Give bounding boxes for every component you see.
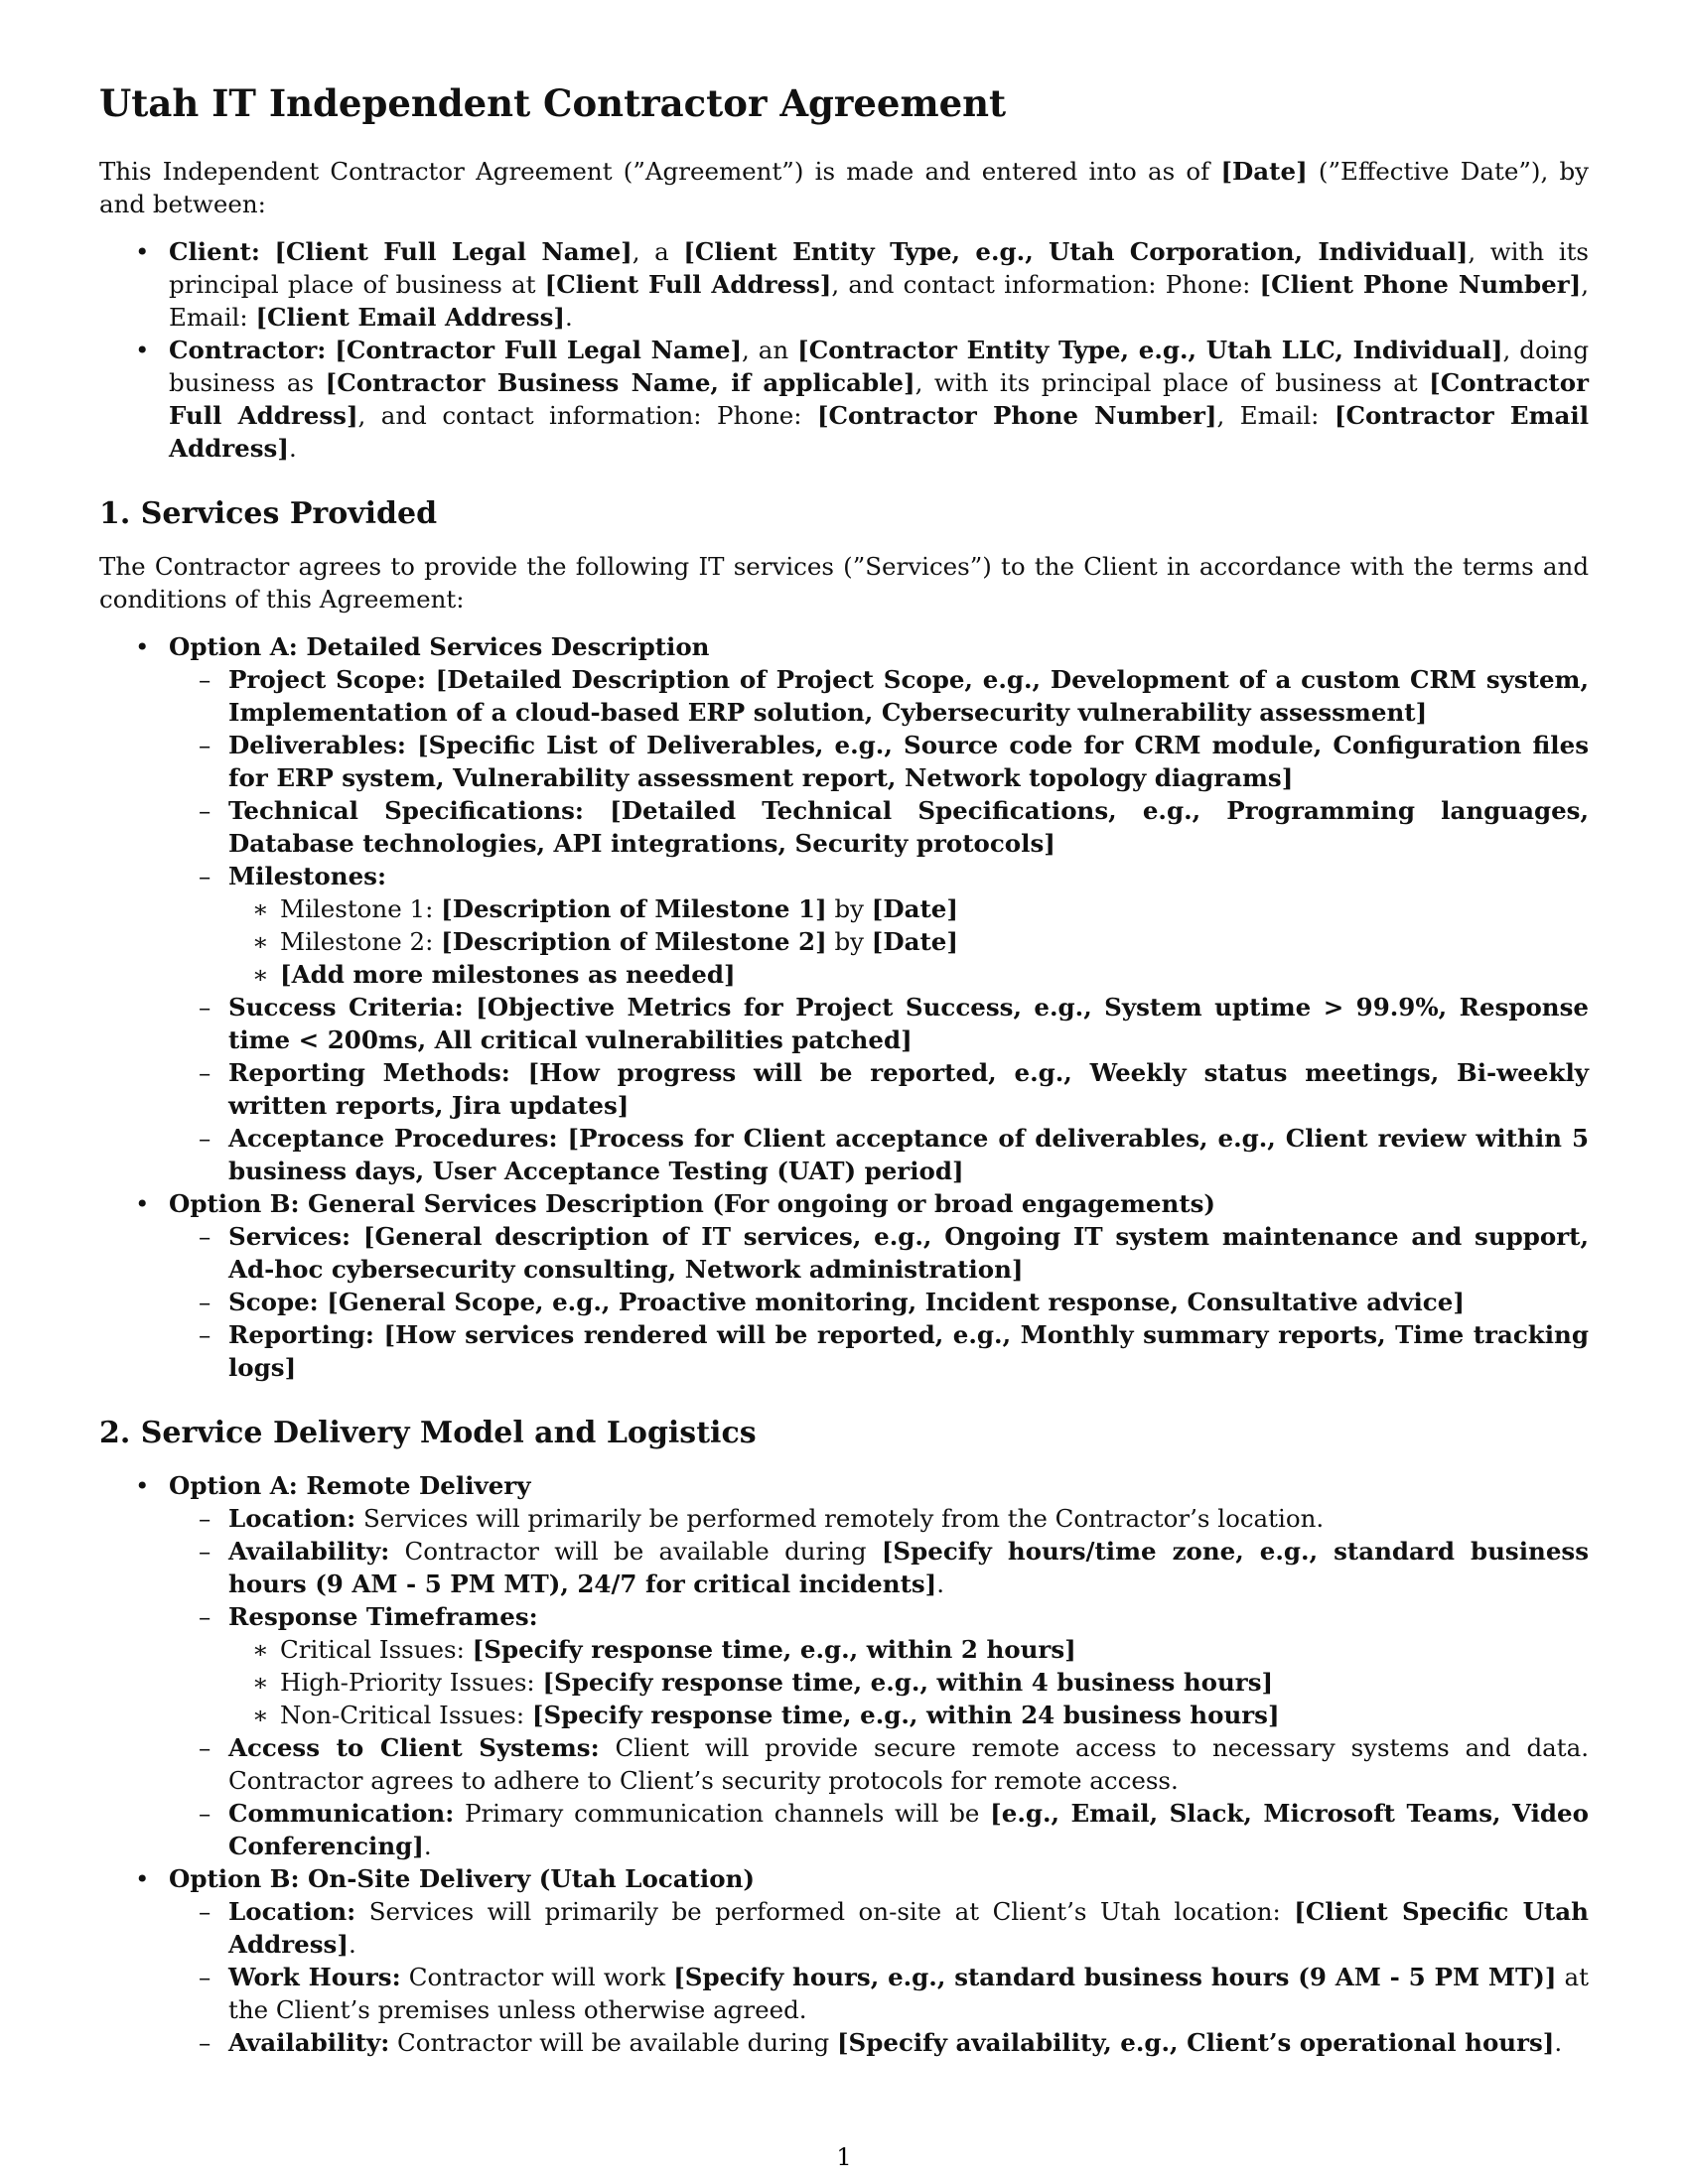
general-services: Services: [General description of IT services, e.g., Ongoing IT system maintenance and support, Ad-hoc cybersecurity consulting, Network administration] — [228, 1222, 1589, 1284]
document-title: Utah IT Independent Contractor Agreement — [99, 81, 1007, 125]
b: Response Timeframes: — [228, 1602, 538, 1631]
effective-date-placeholder: [Date] — [1220, 157, 1308, 186]
b: [Specify hours/time zone, e.g., standard business hours (9 AM - 5 PM MT), 24/7 for critical incidents] — [228, 1537, 1589, 1598]
client-name-placeholder: [Client Full Legal Name] — [274, 237, 633, 266]
b: [Client Specific Utah Address] — [228, 1897, 1589, 1959]
star-marker: ∗ — [252, 1635, 269, 1664]
option-a-items — [169, 663, 1589, 1187]
contractor-email-placeholder: [Contractor Email Address] — [169, 401, 1590, 463]
dash-marker: – — [199, 1504, 211, 1533]
client-entity-placeholder: [Client Entity Type, e.g., Utah Corporation, Individual] — [683, 237, 1469, 266]
b: [Date] — [871, 894, 958, 923]
dash-marker: – — [199, 1124, 211, 1153]
section-service-delivery — [99, 1414, 1589, 2059]
option-a-remote — [99, 1469, 1589, 1862]
list-item — [199, 991, 1589, 1056]
list-item — [199, 1286, 1589, 1318]
reporting-methods: Reporting Methods: [How progress will be reported, e.g., Weekly status meetings, Bi-weekly written reports, Jira updates] — [228, 1058, 1589, 1120]
b: Location: — [228, 1897, 356, 1926]
text: . — [423, 1832, 432, 1860]
response-item — [252, 1666, 1589, 1699]
section-lead: The Contractor agrees to provide the following IT services (”Services”) to the Client in accordance with the terms and conditions of this Agreement: — [99, 552, 1589, 614]
milestone-item — [252, 925, 1589, 958]
acceptance-procedures: Acceptance Procedures: [Process for Client acceptance of deliverables, e.g., Client review within 5 business days, User Acceptance Testing (UAT) period] — [228, 1124, 1589, 1185]
star-marker: ∗ — [252, 927, 269, 956]
text: , an — [742, 336, 798, 364]
intro-paragraph — [99, 155, 1589, 220]
list-item — [199, 1056, 1589, 1122]
page-number: 1 — [836, 2143, 852, 2171]
text: at the Client’s premises unless otherwise agreed. — [228, 1963, 1589, 2024]
list-item — [199, 1122, 1589, 1187]
b: [Specify response time, e.g., within 4 business hours] — [542, 1668, 1274, 1697]
text: Services will primarily be performed remotely from the Contractor’s location. — [355, 1504, 1325, 1533]
section-heading: 2. Service Delivery Model and Logistics — [99, 1416, 757, 1450]
text: Client will provide secure remote access to necessary systems and data. Contractor agrees to adhere to Client’s security protocols for remote access. — [228, 1733, 1590, 1795]
option-label: Option B: General Services Description (For ongoing or broad engagements) — [169, 1189, 1216, 1218]
dash-marker: – — [199, 862, 211, 890]
party-client — [99, 235, 1589, 334]
star-marker: ∗ — [252, 1701, 269, 1729]
text: Primary communication channels will be — [454, 1799, 991, 1828]
star-marker: ∗ — [252, 894, 269, 923]
client-email-placeholder: [Client Email Address] — [255, 303, 565, 332]
list-item — [199, 729, 1589, 794]
text: , a — [632, 237, 684, 266]
general-reporting: Reporting: [How services rendered will be reported, e.g., Monthly summary reports, Time tracking logs] — [228, 1320, 1589, 1382]
text: , with its principal place of business at — [914, 368, 1430, 397]
list-item — [199, 1220, 1589, 1286]
milestones-label: Milestones: — [228, 862, 387, 890]
text: . — [348, 1930, 356, 1959]
list-item — [199, 1731, 1590, 1797]
section-heading: 1. Services Provided — [99, 496, 438, 531]
b: [Specify availability, e.g., Client’s operational hours] — [836, 2028, 1555, 2057]
list-item — [199, 1600, 1589, 1731]
bullet-marker: • — [135, 1189, 150, 1218]
text: Milestone 2: — [280, 927, 442, 956]
text: Contractor will be available during — [389, 1537, 882, 1566]
dash-marker: – — [199, 1288, 211, 1316]
option-label: Option A: Remote Delivery — [169, 1471, 531, 1500]
dash-marker: – — [199, 1602, 211, 1631]
b: [Specify response time, e.g., within 24 business hours] — [531, 1701, 1280, 1729]
text: Contractor will work — [400, 1963, 674, 1991]
text: , doing business as — [169, 336, 1590, 397]
option-b-items — [169, 1220, 1589, 1384]
dash-marker: – — [199, 665, 211, 694]
dash-marker: – — [199, 1320, 211, 1349]
text: , with its principal place of business at — [169, 237, 1589, 299]
success-criteria: Success Criteria: [Objective Metrics for Project Success, e.g., System uptime > 99.9%, Response time < 200ms, All critical vulnerabilities patched] — [228, 993, 1589, 1054]
response-timeframes-list — [228, 1633, 1589, 1731]
list-item — [199, 1797, 1589, 1862]
text: Milestone 1: — [280, 894, 442, 923]
text: Non-Critical Issues: — [280, 1701, 532, 1729]
b: Availability: — [228, 2028, 390, 2057]
parties-list — [99, 235, 1589, 465]
contractor-phone-placeholder: [Contractor Phone Number] — [816, 401, 1217, 430]
project-scope: Project Scope: [Detailed Description of Project Scope, e.g., Development of a custom CRM system, Implementation of a cloud-based ERP solution, Cybersecurity vulnerability assessment] — [228, 665, 1589, 727]
option-a-detailed — [99, 630, 1589, 1187]
option-label: Option A: Detailed Services Description — [169, 632, 710, 661]
option-b-general — [99, 1187, 1589, 1384]
option-b-items — [169, 1895, 1589, 2059]
b: [Description of Milestone 2] — [441, 927, 827, 956]
option-label: Option B: On-Site Delivery (Utah Location) — [169, 1864, 755, 1893]
dash-marker: – — [199, 796, 211, 825]
dash-marker: – — [199, 1963, 211, 1991]
b: [Specify response time, e.g., within 2 hours] — [472, 1635, 1076, 1664]
b: Location: — [228, 1504, 356, 1533]
text: . — [288, 434, 297, 463]
dash-marker: – — [199, 1897, 211, 1926]
option-b-onsite — [99, 1862, 1589, 2059]
text: , and contact information: Phone: — [831, 270, 1260, 299]
text: Contractor will be available during — [389, 2028, 837, 2057]
text: Services will primarily be performed on-site at Client’s Utah location: — [355, 1897, 1295, 1926]
list-item — [199, 1502, 1589, 1535]
text: Critical Issues: — [280, 1635, 473, 1664]
milestones-list — [228, 892, 1589, 991]
technical-specifications: Technical Specifications: [Detailed Technical Specifications, e.g., Programming languages, Database technologies, API integrations, Security protocols] — [228, 796, 1589, 858]
bullet-marker: • — [135, 237, 150, 266]
text: . — [936, 1570, 945, 1598]
delivery-options-list — [99, 1469, 1589, 2059]
b: Access to Client Systems: — [228, 1733, 600, 1762]
b: [Description of Milestone 1] — [441, 894, 827, 923]
dash-marker: – — [199, 731, 211, 759]
text: by — [826, 927, 872, 956]
intro-text-end: (”Effective Date”), by and between: — [99, 157, 1589, 218]
contractor-label: Contractor: — [169, 336, 327, 364]
list-item — [199, 1535, 1589, 1600]
milestone-item — [252, 958, 1589, 991]
response-item — [252, 1633, 1589, 1666]
b: Availability: — [228, 1537, 390, 1566]
list-item — [199, 663, 1589, 729]
client-address-placeholder: [Client Full Address] — [544, 270, 832, 299]
list-item — [199, 794, 1589, 860]
list-item — [199, 2026, 1589, 2059]
party-contractor — [99, 334, 1589, 465]
b: Communication: — [228, 1799, 455, 1828]
bullet-marker: • — [135, 336, 150, 364]
text: , Email: — [169, 270, 1589, 332]
text: . — [564, 303, 573, 332]
milestone-item — [252, 892, 1589, 925]
dash-marker: – — [199, 1799, 211, 1828]
list-item — [199, 1961, 1589, 2026]
deliverables: Deliverables: [Specific List of Deliverables, e.g., Source code for CRM module, Configuration files for ERP system, Vulnerability assessment report, Network topology diagrams] — [228, 731, 1589, 792]
response-item — [252, 1699, 1589, 1731]
general-scope: Scope: [General Scope, e.g., Proactive monitoring, Incident response, Consultative advice] — [228, 1288, 1465, 1316]
dash-marker: – — [199, 993, 211, 1022]
list-item — [199, 1318, 1589, 1384]
option-a-items — [169, 1502, 1589, 1862]
list-item — [199, 860, 1589, 991]
text: . — [1554, 2028, 1563, 2057]
text: High-Priority Issues: — [280, 1668, 543, 1697]
dash-marker: – — [199, 2028, 211, 2057]
contractor-name-placeholder: [Contractor Full Legal Name] — [335, 336, 743, 364]
star-marker: ∗ — [252, 1668, 269, 1697]
dash-marker: – — [199, 1058, 211, 1087]
b: [Date] — [871, 927, 958, 956]
b: [Specify hours, e.g., standard business hours (9 AM - 5 PM MT)] — [673, 1963, 1557, 1991]
text: , Email: — [1216, 401, 1335, 430]
dash-marker: – — [199, 1733, 211, 1762]
text: , and contact information: Phone: — [357, 401, 817, 430]
b: [e.g., Email, Slack, Microsoft Teams, Video Conferencing] — [228, 1799, 1589, 1860]
star-marker: ∗ — [252, 960, 269, 989]
intro-text: This Independent Contractor Agreement (”Agreement”) is made and entered into as of — [99, 157, 1221, 186]
services-options-list — [99, 630, 1589, 1384]
b: [Add more milestones as needed] — [280, 960, 736, 989]
dash-marker: – — [199, 1222, 211, 1251]
bullet-marker: • — [135, 1864, 150, 1893]
section-services-provided — [99, 494, 1589, 1384]
bullet-marker: • — [135, 1471, 150, 1500]
contractor-address-placeholder: [Contractor Full Address] — [169, 368, 1589, 430]
dash-marker: – — [199, 1537, 211, 1566]
contractor-business-placeholder: [Contractor Business Name, if applicable] — [325, 368, 915, 397]
bullet-marker: • — [135, 632, 150, 661]
contractor-entity-placeholder: [Contractor Entity Type, e.g., Utah LLC, Individual] — [797, 336, 1503, 364]
b: Work Hours: — [228, 1963, 401, 1991]
client-phone-placeholder: [Client Phone Number] — [1259, 270, 1582, 299]
text: by — [826, 894, 872, 923]
document-page — [99, 81, 1589, 2059]
client-label: Client: — [169, 237, 260, 266]
list-item — [199, 1895, 1589, 1961]
